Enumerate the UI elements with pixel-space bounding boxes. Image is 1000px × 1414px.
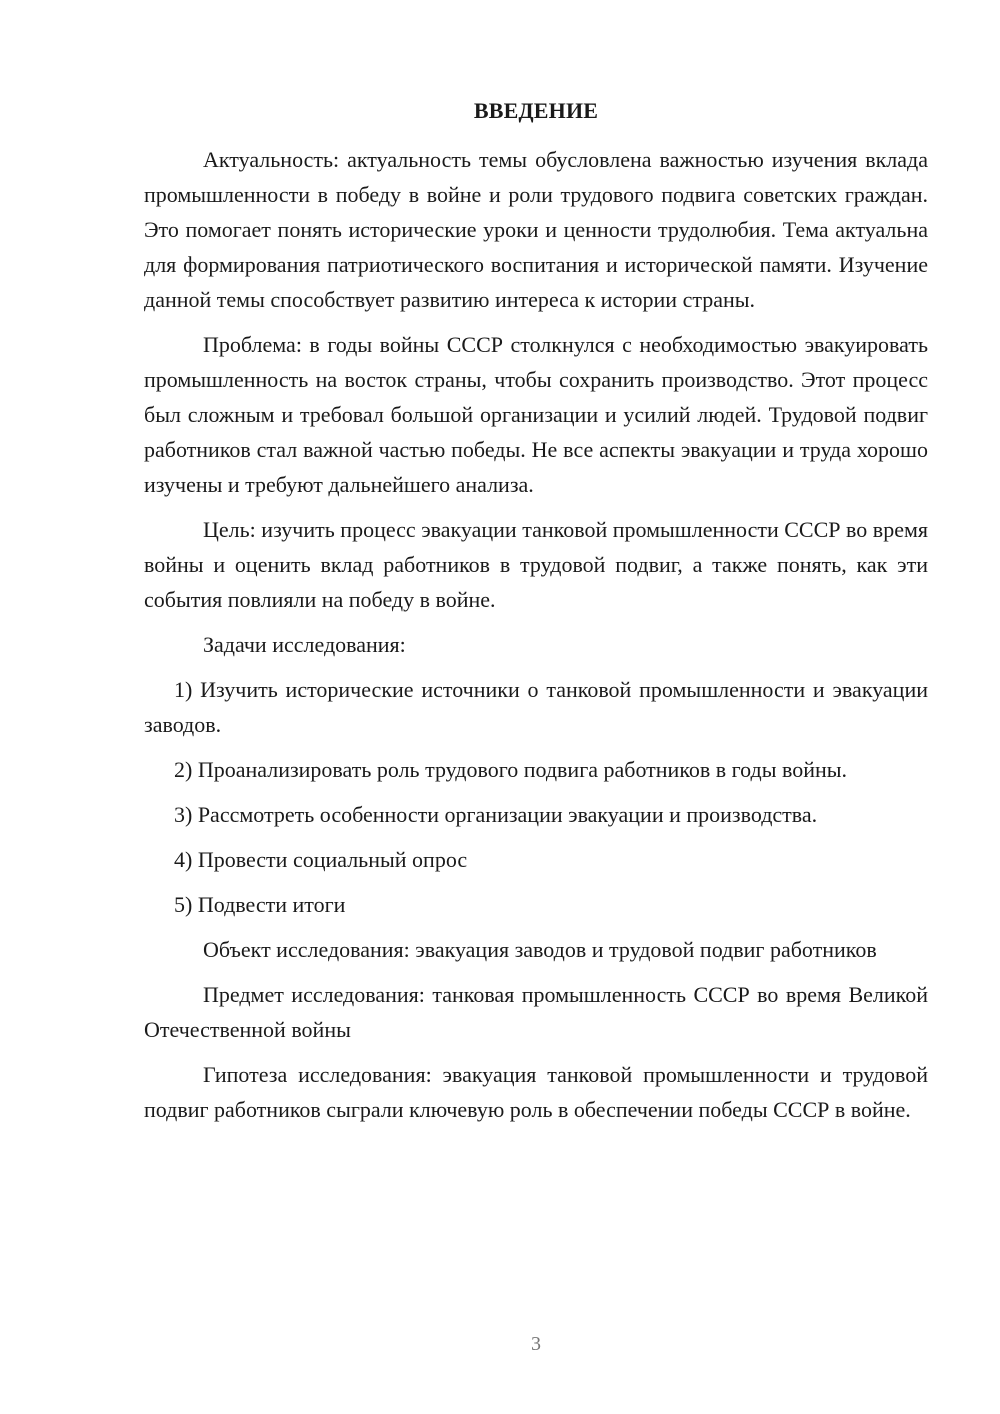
task-item-5: 5) Подвести итоги <box>174 892 346 917</box>
tasks-heading: Задачи исследования: <box>203 632 406 657</box>
document-body <box>144 142 928 1137</box>
paragraph-problem: Проблема: в годы войны СССР столкнулся с необходимостью эвакуировать промышленность на восток страны, чтобы сохранить производство. Этот процесс был сложным и требовал большой организации и усилий людей. Трудовой подвиг работников стал важной частью победы. Не все аспекты эвакуации и труда хорошо изучены и требуют дальнейшего анализа. <box>144 332 928 497</box>
task-item-1: 1) Изучить исторические источники о танковой промышленности и эвакуации заводов. <box>144 677 928 737</box>
task-item-2: 2) Проанализировать роль трудового подвига работников в годы войны. <box>174 757 848 782</box>
page-title: ВВЕДЕНИЕ <box>473 98 599 123</box>
task-item-3: 3) Рассмотреть особенности организации эвакуации и производства. <box>174 802 818 827</box>
paragraph-object: Объект исследования: эвакуация заводов и трудовой подвиг работников <box>203 937 877 962</box>
task-item-4: 4) Провести социальный опрос <box>174 847 468 872</box>
paragraph-hypothesis: Гипотеза исследования: эвакуация танковой промышленности и трудовой подвиг работников сыграли ключевую роль в обеспечении победы СССР в войне. <box>144 1062 928 1122</box>
paragraph-goal: Цель: изучить процесс эвакуации танковой промышленности СССР во время войны и оценить вклад работников в трудовой подвиг, а также понять, как эти события повлияли на победу в войне. <box>144 517 928 612</box>
paragraph-relevance: Актуальность: актуальность темы обусловлена важностью изучения вклада промышленности в победу в войне и роли трудового подвига советских граждан. Это помогает понять исторические уроки и ценности трудолюбия. Тема актуальна для формирования патриотического воспитания и исторической памяти. Изучение данной темы способствует развитию интереса к истории страны. <box>144 147 928 312</box>
paragraph-subject: Предмет исследования: танковая промышленность СССР во время Великой Отечественной войны <box>144 982 928 1042</box>
page-number: 3 <box>531 1333 541 1355</box>
